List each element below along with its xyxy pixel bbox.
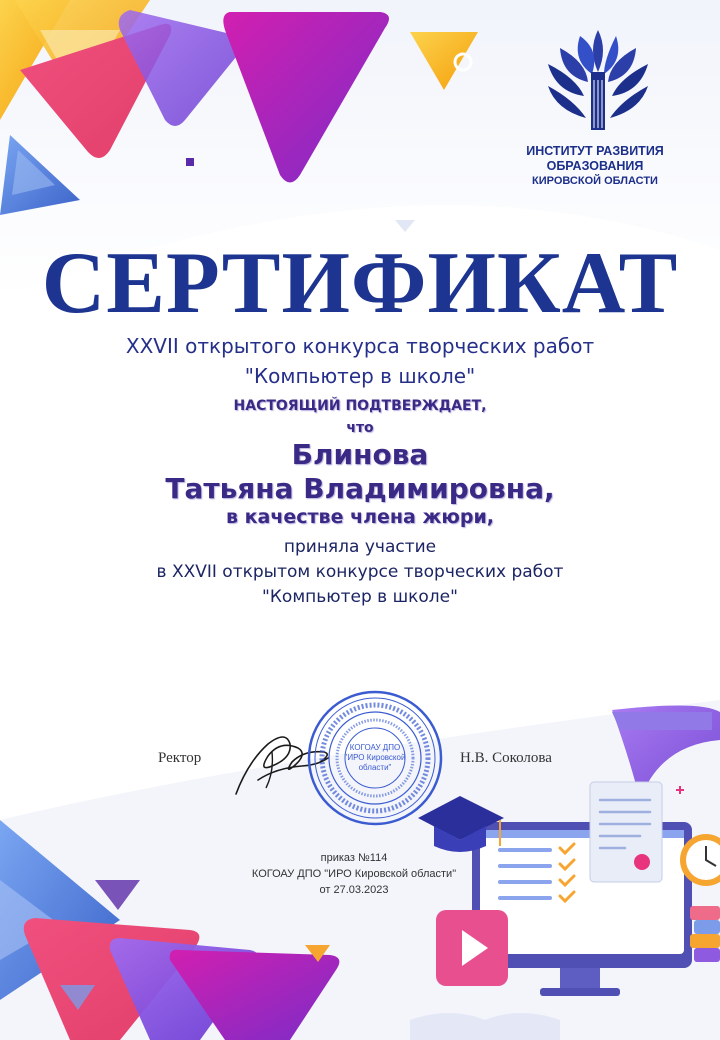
stamp-line3: области" xyxy=(358,763,392,772)
institute-name-line2: ОБРАЗОВАНИЯ xyxy=(546,159,644,173)
stamp-line2: "ИРО Кировской xyxy=(344,753,406,762)
recipient-surname: Блинова xyxy=(291,438,429,471)
recipient-given-names: Татьяна Владимировна, xyxy=(165,472,555,505)
recipient-role: в качестве члена жюри, xyxy=(225,506,494,528)
order-date: от 27.03.2023 xyxy=(319,884,389,896)
official-stamp xyxy=(305,688,445,828)
signature-position: Ректор xyxy=(158,750,202,766)
institute-name-line1: ИНСТИТУТ РАЗВИТИЯ xyxy=(526,144,664,158)
contest-line-2: "Компьютер в школе" xyxy=(244,364,476,388)
order-organization: КОГОАУ ДПО "ИРО Кировской области" xyxy=(251,868,457,880)
that-text: что xyxy=(346,420,374,436)
signature-name: Н.В. Соколова xyxy=(460,750,552,766)
contest-line-1: XXVII открытого конкурса творческих работ xyxy=(125,334,595,358)
participation-text: приняла участие xyxy=(283,537,437,557)
institute-name-line3: КИРОВСКОЙ ОБЛАСТИ xyxy=(532,175,658,187)
contest-description: в XXVII открытом конкурсе творческих работ xyxy=(156,562,564,582)
stamp-line1: КОГОАУ ДПО xyxy=(349,743,401,752)
certificate-title: СЕРТИФИКАТ xyxy=(41,235,679,332)
confirm-text: НАСТОЯЩИЙ ПОДТВЕРЖДАЕТ, xyxy=(233,398,487,414)
order-number: приказ №114 xyxy=(320,852,388,864)
contest-name: "Компьютер в школе" xyxy=(262,587,458,607)
institute-logo-text xyxy=(505,144,685,189)
